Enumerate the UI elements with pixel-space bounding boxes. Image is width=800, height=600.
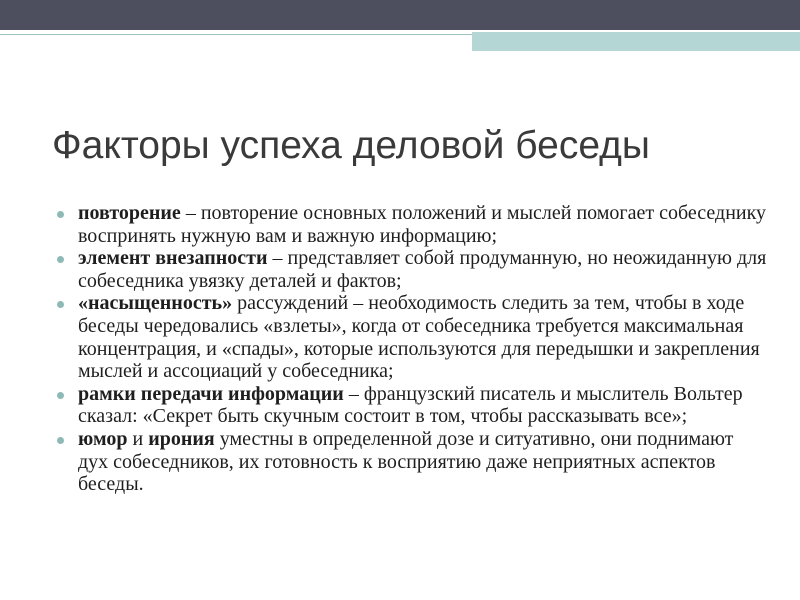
bullet-item-saturation <box>78 292 768 382</box>
bullet-connector: и <box>127 427 149 450</box>
bullet-text: – представляет собой продуманную, но неожиданную для собеседника увязку деталей и фактов; <box>78 247 767 292</box>
bullet-dot-icon <box>57 211 64 218</box>
bullet-item-humor-irony <box>78 428 768 496</box>
bullet-dot-icon <box>57 437 64 444</box>
bullet-text: – французский писатель и мыслитель Вольтер сказал: «Секрет быть скучным состоит в том, чтобы рассказывать все»; <box>78 382 743 428</box>
bullet-dot-icon <box>57 301 64 308</box>
bullet-dot-icon <box>57 392 64 399</box>
bullet-item-repetition <box>78 202 768 247</box>
bullet-text: рассуждений – необходимость следить за тем, чтобы в ходе беседы чередовались «взлеты», когда от собеседника требуется максимальная концентрация, и «спады», которые используются для передышки и закрепления мыслей и ассоциаций у собеседника; <box>78 292 760 383</box>
bullet-term: элемент внезапности <box>78 247 268 270</box>
bullet-term: юмор <box>78 427 128 450</box>
bullet-item-surprise <box>78 247 768 292</box>
slide-title: Факторы успеха деловой беседы <box>52 124 650 167</box>
bullet-list <box>78 202 768 496</box>
bullet-term: повторение <box>78 202 181 224</box>
accent-line <box>0 34 472 35</box>
bullet-term: «насыщенность» <box>78 292 233 315</box>
top-decor-bar <box>0 0 800 30</box>
bullet-term: рамки передачи информации <box>78 382 344 405</box>
bullet-text: уместны в определенной дозе и ситуативно, они поднимают дух собеседников, их готовность к восприятию даже неприятных аспектов беседы. <box>78 427 734 496</box>
bullet-dot-icon <box>57 256 64 263</box>
bullet-term-secondary: ирония <box>148 427 215 450</box>
bullet-text: – повторение основных положений и мыслей помогает собеседнику воспринять нужную вам и важную информацию; <box>78 202 767 247</box>
bullet-item-information-frame <box>78 383 768 428</box>
accent-block <box>472 32 800 51</box>
